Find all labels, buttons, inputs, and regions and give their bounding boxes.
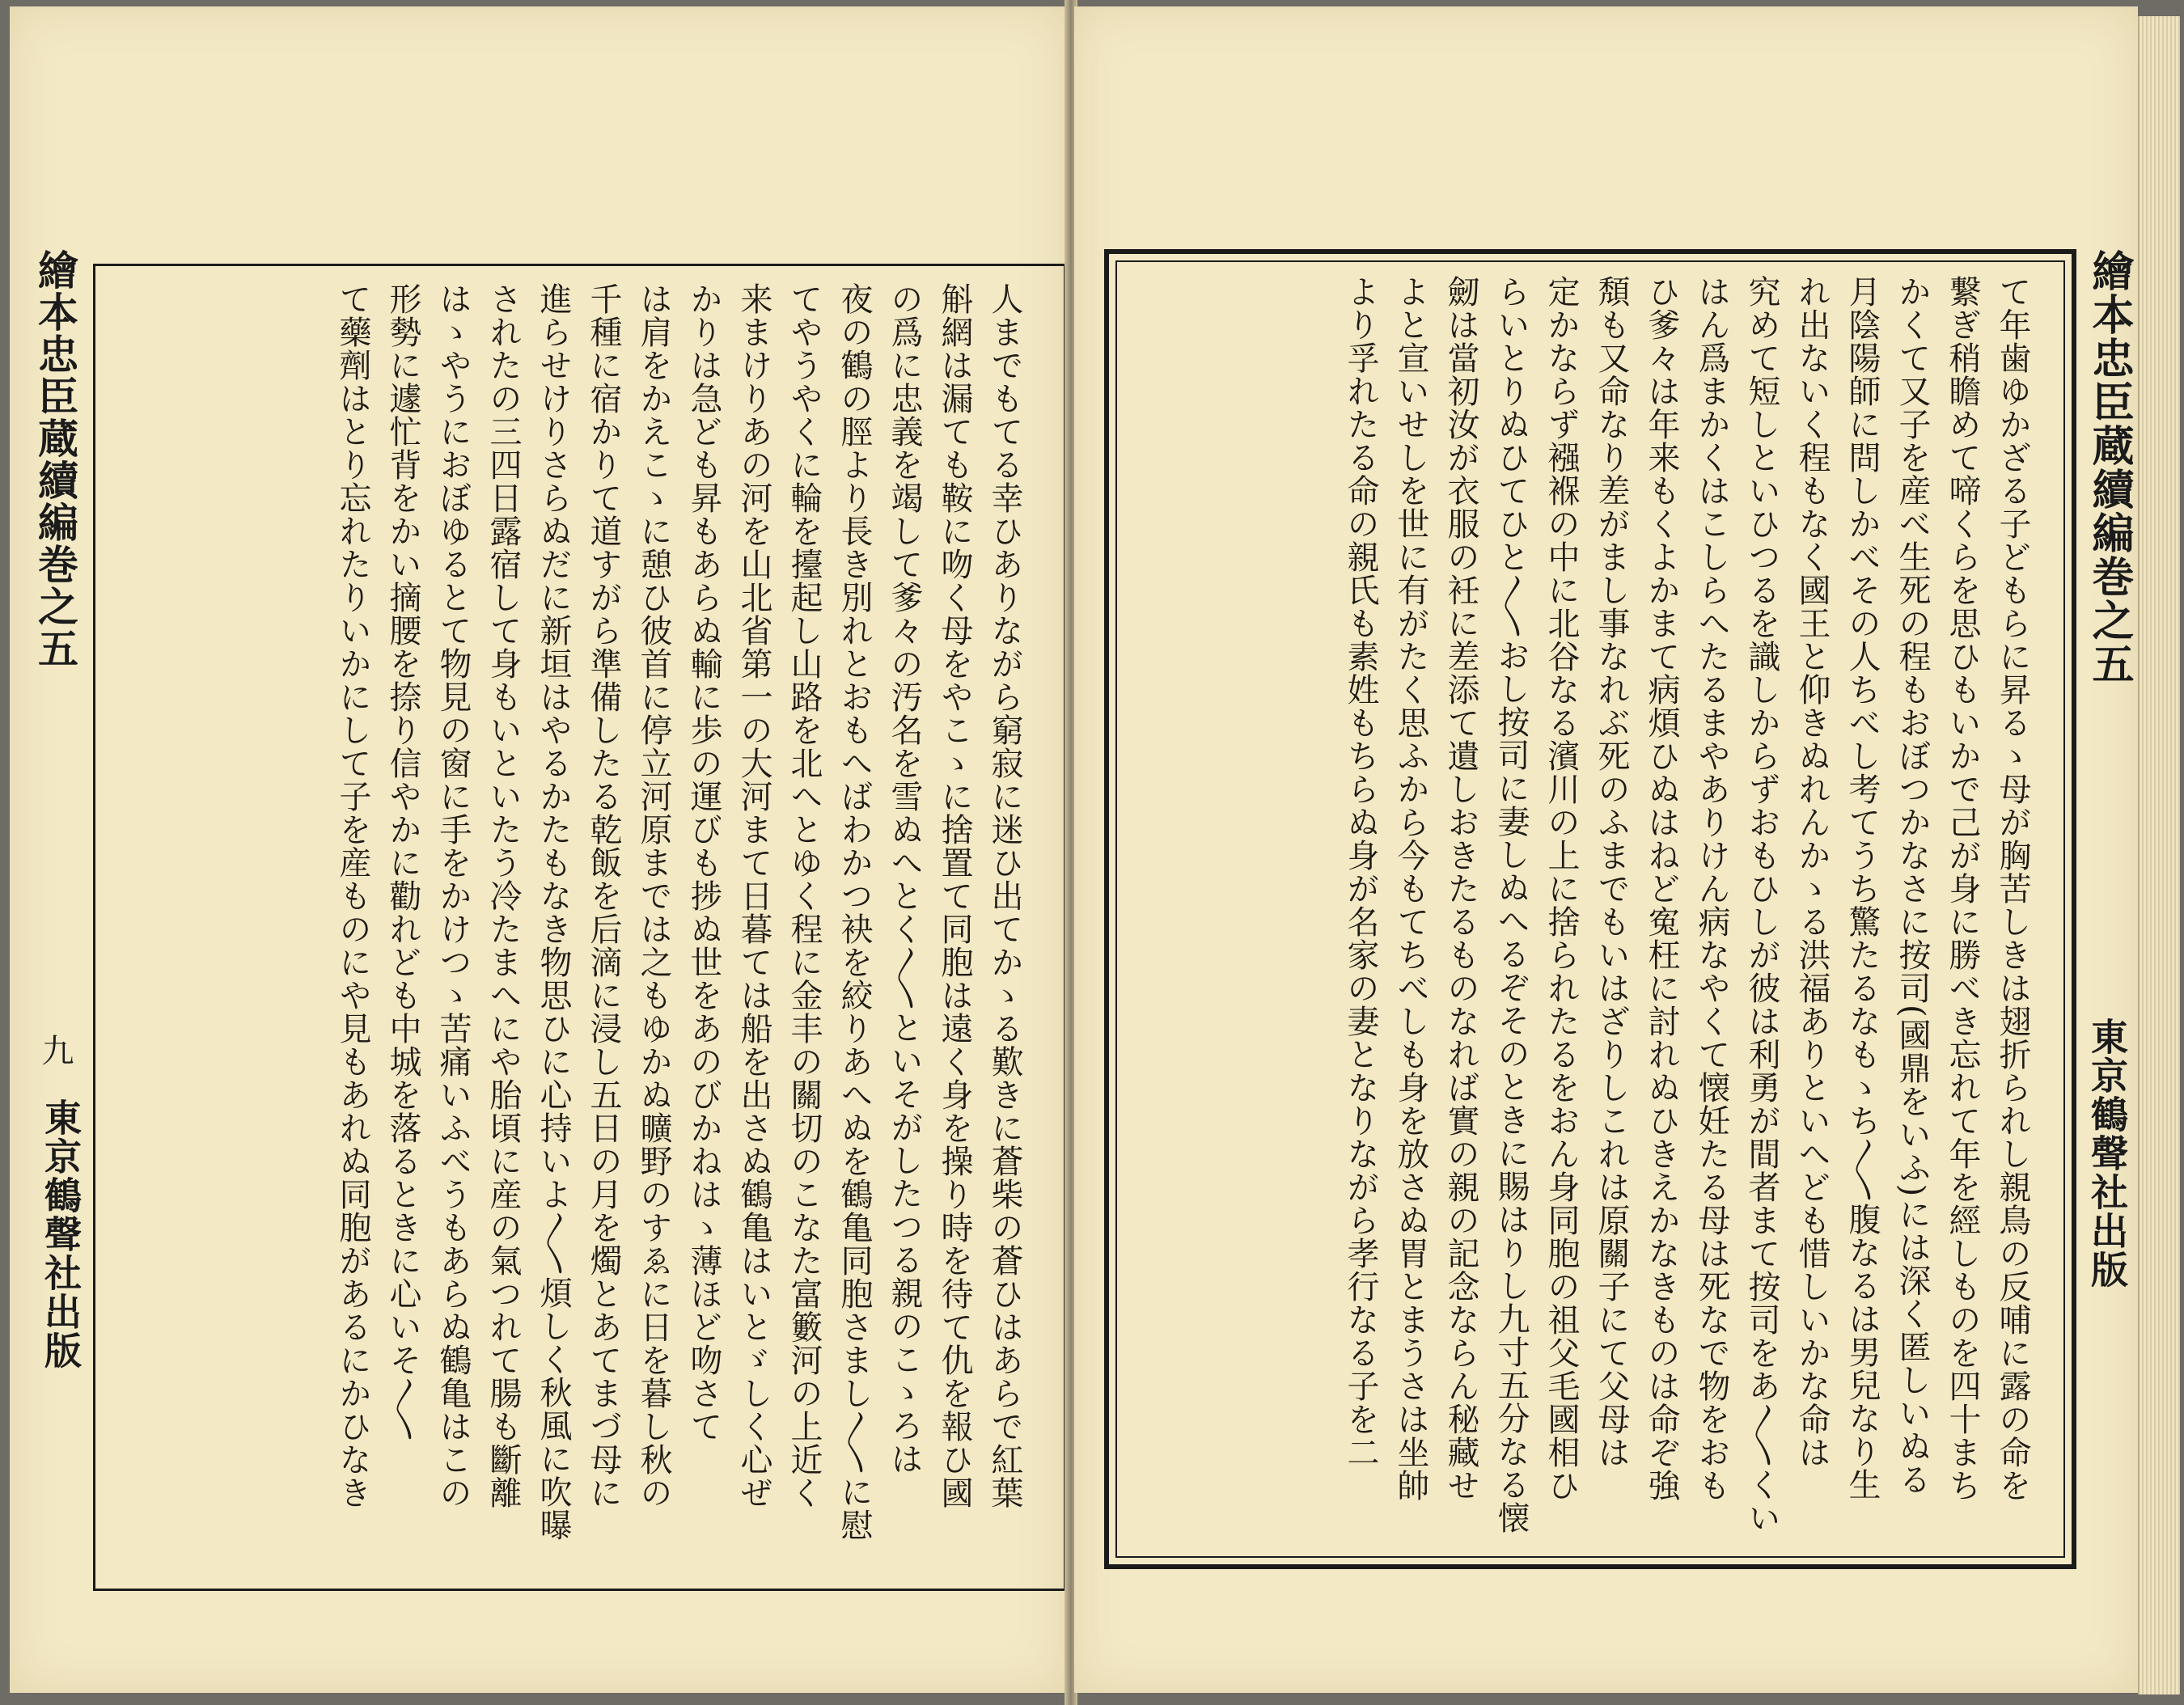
text-line: 人までもてる幸ひありながら窮寂に迷ひ出てかゝる歎きに蒼柴の蒼ひはあらで紅葉 bbox=[986, 282, 1023, 1509]
left-text-columns bbox=[132, 282, 1030, 1568]
left-text-frame bbox=[93, 264, 1066, 1591]
text-line: て年歯ゆかざる子どもらに昇るゝ母が胸苦しきは翅折られし親鳥の反哺に露の命を bbox=[1994, 275, 2031, 1502]
text-line: 劒は當初汝が衣服の衽に差添て遺しおきたるものなれば實の親の記念ならん秘藏せ bbox=[1442, 275, 1479, 1502]
text-line: より孚れたる命の親氏も素姓もちらぬ身が名家の妻となりながら孝行なる子を二 bbox=[1342, 275, 1379, 1469]
text-line: 進らせけりさらぬだに新垣はやるかたもなき物思ひに心持いよ〳〵煩しく秋風に吹曝 bbox=[535, 282, 572, 1542]
text-line: はん爲まかくはこしらへたるまやありけん病なやくて懐妊たる母は死なで物をおも bbox=[1693, 275, 1730, 1502]
left-page bbox=[10, 6, 1066, 1693]
text-line: 究めて短しといひつるを識しからずおもひしが彼は利勇が間者まて按司をあ〳〵くい bbox=[1743, 275, 1780, 1534]
text-line: 千種に宿かりて道すがら準備したる乾飯を后滴に浸し五日の月を燭とあてまづ母に bbox=[585, 282, 622, 1509]
right-page-header-title: 繪本忠臣蔵續編巻之五 bbox=[2085, 249, 2134, 686]
text-line: 繋ぎ稍瞻めて啼くらを思ひもいかで己が身に勝べき忘れて年を經しものを四十まち bbox=[1944, 275, 1981, 1502]
text-line: 夜の鶴の脛より長き別れとおもへばわかつ袂を絞りあへぬを鶴亀同胞さまし〳〵に慰 bbox=[836, 282, 873, 1542]
text-line: れ出ないく程もなく國王と仰きぬれんかゝる洪福ありといへども惜しいかな命は bbox=[1793, 275, 1831, 1469]
text-line: らいとりぬひてひと〳〵おし按司に妻しぬへるぞそのときに賜はりし九寸五分なる懐 bbox=[1492, 275, 1530, 1534]
left-page-number: 九 bbox=[36, 1034, 74, 1066]
right-page-publisher: 東京鶴聲社出版 bbox=[2085, 1018, 2129, 1289]
left-page-header-title: 繪本忠臣蔵續編巻之五 bbox=[32, 249, 79, 670]
text-line: よと宣いせしを世に有がたく思ふから今もてちべしも身を放さぬ胃とまうさは坐帥 bbox=[1392, 275, 1429, 1502]
text-line: はゝやうにおぼゆるとて物見の窗に手をかけつゝ苦痛いふべうもあらぬ鶴亀はこの bbox=[434, 282, 472, 1509]
text-line: 定かならず襁褓の中に北谷なる濱川の上に捨られたるをおん身同胞の祖父毛國相ひ bbox=[1543, 275, 1580, 1502]
right-page bbox=[1074, 6, 2138, 1693]
text-line: ひ爹々は年来もくよかまて病煩ひぬはねど寃枉に討れぬひきえかなきものは命ぞ強 bbox=[1643, 275, 1680, 1502]
text-line: は肩をかえこゝに憩ひ彼首に停立河原までは之もゆかぬ曠野のすゑに日を暮し秋の bbox=[635, 282, 672, 1509]
text-line: の爲に忠義を竭して爹々の汚名を雪ぬへとく〳〵といそがしたつる親のこゝろは bbox=[886, 282, 923, 1475]
left-page-publisher: 東京鶴聲社出版 bbox=[39, 1098, 83, 1370]
text-line: 斛網は漏ても鞍に吻く母をやこゝに捨置て同胞は遠く身を操り時を待て仇を報ひ國 bbox=[936, 282, 973, 1509]
text-line: 形勢に遽忙背をかい摘腰を捺り信やかに勸れども中城を落るときに心いそ〳〵 bbox=[384, 282, 421, 1442]
text-line: かりは急ども昇もあらぬ輸に歩の運びも捗ぬ世をあのびかねはゝ薄ほど吻さて bbox=[685, 282, 722, 1443]
text-line: てやうやくに輪を擡起し山路を北へとゆく程に金丰の關切のこなた富籔河の上近く bbox=[785, 282, 823, 1509]
right-text-columns bbox=[1148, 275, 2038, 1545]
text-line: かくて又子を産べ生死の程もおぼつかなさに按司(國鼎をいふ)には深く匿しいぬる bbox=[1894, 275, 1931, 1496]
right-text-frame bbox=[1104, 249, 2076, 1569]
page-edges bbox=[2138, 16, 2180, 1694]
text-line: 来まけりあの河を山北省第一の大河まて日暮ては船を出さぬ鶴亀はいとゞしく心ぜ bbox=[735, 282, 772, 1509]
text-line: されたの三四日露宿して身もいといたう冷たまへにや胎頃に産の氣つれて腸も斷離 bbox=[485, 282, 522, 1509]
text-line: て藥劑はとり忘れたりいかにして子を産ものにや見もあれぬ同胞があるにかひなき bbox=[334, 282, 371, 1509]
text-line: 頽も又命なり差がまし事なれぶ死のふまでもいはざりしこれは原關子にて父母は bbox=[1593, 275, 1630, 1469]
text-line: 月陰陽師に問しかべその人ちべし考てうち驚たるなもゝち〳〵腹なるは男兒なり生 bbox=[1843, 275, 1881, 1501]
